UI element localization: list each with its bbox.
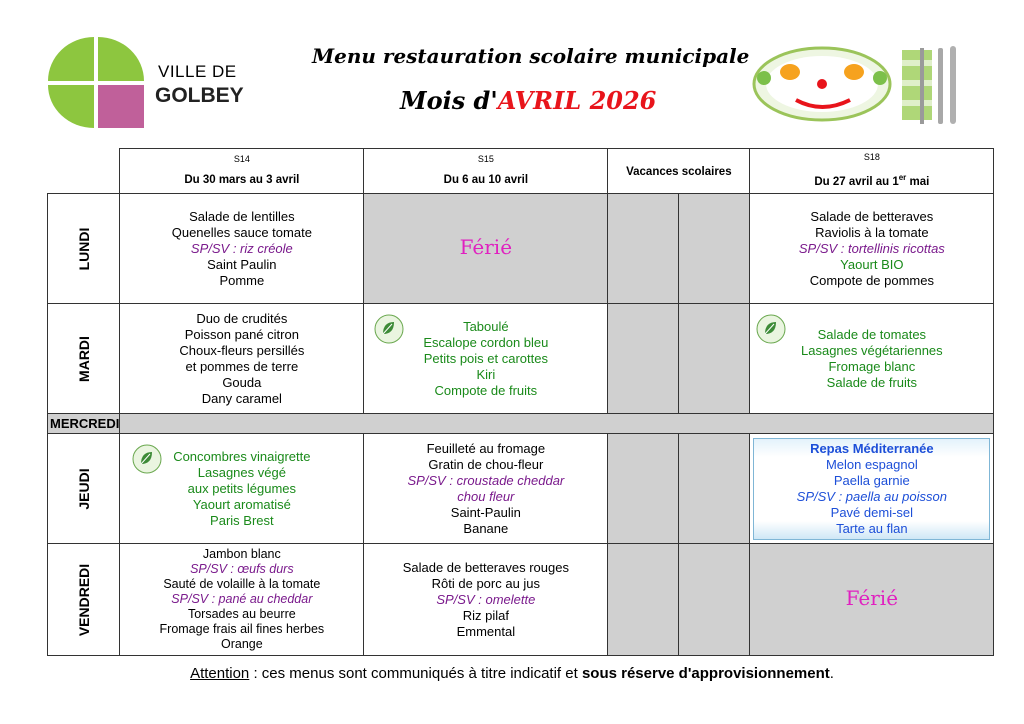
notice-bold: sous réserve d'approvisionnement: [581, 665, 830, 682]
dish: Riz pilaf: [462, 607, 509, 623]
range-suffix: mai: [906, 175, 930, 188]
menu-vendredi-s18: [750, 544, 994, 656]
vacances-cell: [679, 544, 750, 656]
dish: Gratin de chou-fleur: [428, 456, 544, 472]
smiley-plate-illustration: [752, 38, 972, 130]
menu-table: [47, 148, 994, 656]
dish: Paris Brest: [210, 512, 274, 528]
dish: Quenelles sauce tomate: [171, 224, 312, 240]
theme-title: Repas Méditerranée: [810, 440, 934, 456]
day-text: VENDREDI: [75, 563, 92, 636]
week-range: Du 6 au 10 avril: [443, 174, 529, 186]
menu-jeudi-s14: [120, 434, 364, 544]
ferie-label: Férié: [845, 586, 899, 610]
menu-mardi-s14: [120, 304, 364, 414]
vacances-cell: [608, 304, 679, 414]
day-label-mardi: [48, 304, 120, 414]
notice-end: .: [829, 665, 834, 682]
vacances-cell: [608, 544, 679, 656]
dish-alternative: SP/SV : riz créole: [190, 240, 293, 256]
menu-mardi-s18: [750, 304, 994, 414]
menu-lundi-s18: [750, 194, 994, 304]
attention-label: Attention: [190, 665, 250, 682]
dish: Feuilleté au fromage: [426, 440, 546, 456]
mediterranean-meal-card: [753, 438, 990, 540]
dish: Compote de fruits: [434, 382, 538, 398]
dish: Concombres vinaigrette: [173, 448, 311, 464]
dish: Dany caramel: [201, 390, 282, 406]
row-mercredi: [48, 414, 994, 434]
dish: Compote de pommes: [809, 272, 934, 288]
dish: Petits pois et carottes: [423, 350, 548, 366]
menu-vendredi-s14: [120, 544, 364, 656]
row-vendredi: [48, 544, 994, 656]
dish: Rôti de porc au jus: [431, 575, 541, 591]
menu-jeudi-s15: [364, 434, 608, 544]
week-label: S15: [477, 154, 494, 164]
menu-vendredi-s15: [364, 544, 608, 656]
vacances-cell: [608, 434, 679, 544]
vacances-cell: [679, 434, 750, 544]
col-header-vacances: [608, 149, 750, 194]
dish: Tarte au flan: [836, 520, 908, 536]
dish: Yaourt aromatisé: [192, 496, 291, 512]
vegetarian-leaf-icon: [756, 314, 786, 344]
dish: Pomme: [219, 272, 265, 288]
dish: Orange: [220, 637, 263, 651]
day-label-vendredi: [48, 544, 120, 656]
col-header-s18: [750, 149, 994, 194]
dish: aux petits légumes: [187, 480, 297, 496]
dish: Raviolis à la tomate: [815, 224, 929, 240]
day-text: LUNDI: [75, 227, 92, 270]
dish-alternative: SP/SV : tortellinis ricottas: [798, 240, 945, 256]
dish-alternative: SP/SV : omelette: [436, 591, 536, 607]
dish: Lasagnes végé: [197, 464, 286, 480]
vegetarian-leaf-icon: [374, 314, 404, 344]
row-jeudi: [48, 434, 994, 544]
dish: Melon espagnol: [825, 456, 918, 472]
dish: Banane: [463, 520, 509, 536]
dish: Salade de betteraves: [810, 208, 934, 224]
dish: Taboulé: [463, 318, 509, 334]
dish: Paella garnie: [833, 472, 910, 488]
dish: Salade de fruits: [826, 374, 918, 390]
dish: Torsades au beurre: [187, 607, 296, 621]
vacances-label: Vacances scolaires: [626, 165, 732, 178]
dish-alternative: SP/SV : œufs durs: [190, 562, 294, 576]
day-label-lundi: [48, 194, 120, 304]
header-row: [48, 149, 994, 194]
dish-alternative: SP/SV : croustade cheddar: [407, 472, 565, 488]
menu-jeudi-s18: [750, 434, 994, 544]
col-header-s14: [120, 149, 364, 194]
dish: Lasagnes végétariennes: [801, 342, 943, 358]
week-label: S14: [233, 154, 250, 164]
week-label: S18: [863, 152, 880, 163]
dish-alternative: SP/SV : pané au cheddar: [171, 592, 313, 606]
dish: Sauté de volaille à la tomate: [163, 577, 321, 591]
subtitle-month: AVRIL 2026: [497, 86, 657, 115]
dish-alternative: chou fleur: [457, 488, 515, 504]
day-label-mercredi: MERCREDI: [48, 414, 120, 434]
menu-lundi-s14: [120, 194, 364, 304]
dish: Jambon blanc: [202, 547, 281, 561]
dish: Poisson pané citron: [184, 326, 299, 342]
dish: Fromage frais ail fines herbes: [159, 622, 325, 636]
dish: Salade de tomates: [817, 326, 927, 342]
vegetarian-leaf-icon: [132, 444, 162, 474]
dish: et pommes de terre: [185, 358, 299, 374]
dish: Emmental: [456, 623, 516, 639]
dish-organic: Yaourt BIO: [840, 256, 904, 272]
dish-alternative: SP/SV : paella au poisson: [796, 488, 947, 504]
city-label: VILLE DE: [158, 62, 237, 81]
row-mardi: [48, 304, 994, 414]
vacances-cell: [608, 194, 679, 304]
dish: Salade de betteraves rouges: [402, 559, 569, 575]
corner-cell: [48, 149, 120, 194]
city-name: GOLBEY: [155, 84, 244, 107]
dish: Salade de lentilles: [189, 208, 295, 224]
day-text: MARDI: [75, 335, 92, 382]
range-sup: er: [898, 173, 907, 183]
ferie-label: Férié: [459, 235, 513, 259]
page-title: Menu restauration scolaire municipale: [312, 44, 750, 68]
dish: Kiri: [476, 366, 496, 382]
day-label-jeudi: [48, 434, 120, 544]
week-range: Du 30 mars au 3 avril: [184, 174, 300, 186]
dish: Choux-fleurs persillés: [179, 342, 305, 358]
dish: Fromage blanc: [828, 358, 916, 374]
week-range: [750, 170, 993, 190]
row-lundi: [48, 194, 994, 304]
subtitle-prefix: Mois d': [400, 86, 498, 115]
menu-mardi-s15: [364, 304, 608, 414]
menu-lundi-s15: [364, 194, 608, 304]
col-header-s15: [364, 149, 608, 194]
page-subtitle: [400, 86, 656, 115]
dish: Gouda: [222, 374, 262, 390]
notice-text: : ces menus sont communiqués à titre indicatif et: [249, 665, 582, 682]
vacances-cell: [679, 304, 750, 414]
footer-notice: [0, 665, 1024, 682]
mercredi-empty-row: [120, 414, 994, 434]
dish: Saint-Paulin: [450, 504, 521, 520]
dish: Pavé demi-sel: [830, 504, 914, 520]
dish: Duo de crudités: [196, 310, 288, 326]
day-text: JEUDI: [75, 467, 92, 510]
golbey-logo: [48, 37, 144, 128]
vacances-cell: [679, 194, 750, 304]
dish: Escalope cordon bleu: [423, 334, 549, 350]
range-prefix: Du 27 avril au 1: [814, 175, 899, 188]
dish: Saint Paulin: [207, 256, 277, 272]
